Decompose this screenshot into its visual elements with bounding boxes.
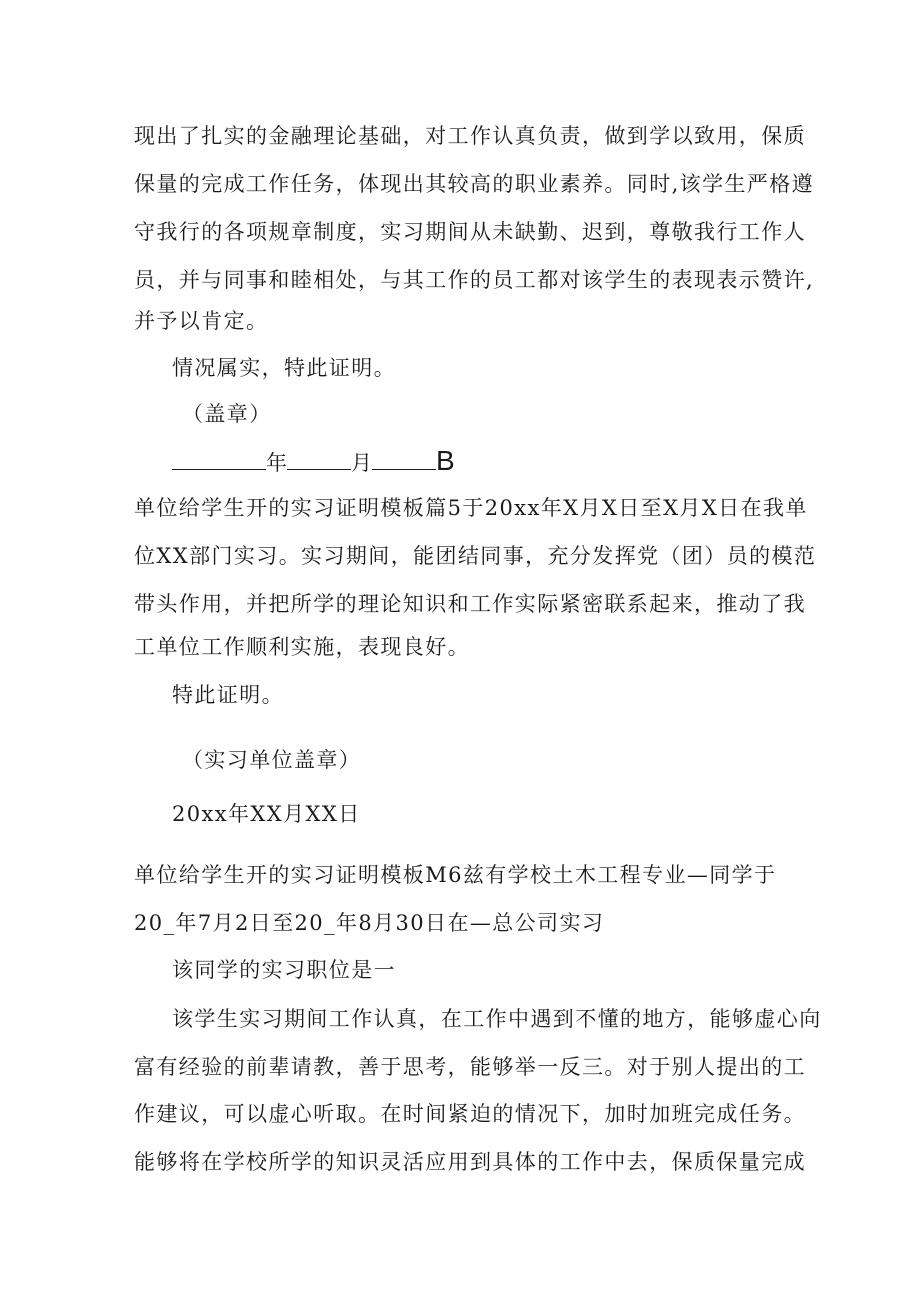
template5-line: 单位给学生开的实习证明模板篇5于20xx年X月X日至X月X日在我单 bbox=[134, 496, 808, 520]
date-text: 20xx年XX月XX日 bbox=[172, 802, 361, 826]
template6-body-line: 能够将在学校所学的知识灵活应用到具体的工作中去，保质保量完成 bbox=[134, 1150, 806, 1174]
template5-line: 位XX部门实习。实习期间，能团结同事，充分发挥党（团）员的模范 bbox=[134, 544, 817, 568]
template6-line: 单位给学生开的实习证明模板M6兹有学校土木工程专业—同学于 bbox=[134, 863, 777, 887]
day-label: B bbox=[436, 445, 455, 476]
paragraph-line: 现出了扎实的金融理论基础，对工作认真负责，做到学以致用，保质 bbox=[134, 124, 806, 148]
day-blank bbox=[372, 447, 436, 470]
year-label: 年 bbox=[266, 451, 287, 475]
template6-line: 20_年7月2日至20_年8月30日在—总公司实习 bbox=[134, 911, 605, 935]
template6-body-line: 富有经验的前辈请教，善于思考，能够举一反三。对于别人提出的工 bbox=[134, 1055, 806, 1079]
stamp-label: （盖章） bbox=[182, 402, 272, 426]
certify-text: 情况属实，特此证明。 bbox=[172, 356, 396, 380]
template5-line: 带头作用，并把所学的理论知识和工作实际紧密联系起来，推动了我 bbox=[134, 592, 806, 616]
paragraph-line: 员，并与同事和睦相处，与其工作的员工都对该学生的表现表示赞许, bbox=[134, 268, 815, 292]
template6-body-line: 该学生实习期间工作认真，在工作中遇到不懂的地方，能够虚心向 bbox=[172, 1007, 822, 1031]
date-fill-line bbox=[172, 446, 455, 476]
certify-text: 特此证明。 bbox=[172, 683, 284, 707]
paragraph-line: 保量的完成工作任务，体现出其较高的职业素养。同时,该学生严格遵 bbox=[134, 172, 815, 196]
month-blank bbox=[287, 447, 351, 470]
template6-body-line: 作建议，可以虚心听取。在时间紧迫的情况下，加时加班完成任务。 bbox=[134, 1102, 806, 1126]
year-blank bbox=[172, 447, 266, 470]
template5-line: 工单位工作顺利实施，表现良好。 bbox=[134, 635, 470, 659]
position-text: 该同学的实习职位是一 bbox=[172, 958, 396, 982]
month-label: 月 bbox=[351, 451, 372, 475]
paragraph-line: 并予以肯定。 bbox=[134, 309, 269, 333]
paragraph-line: 守我行的各项规章制度，实习期间从未缺勤、迟到，尊敬我行工作人 bbox=[134, 220, 806, 244]
stamp-label: （实习单位盖章） bbox=[182, 748, 362, 772]
